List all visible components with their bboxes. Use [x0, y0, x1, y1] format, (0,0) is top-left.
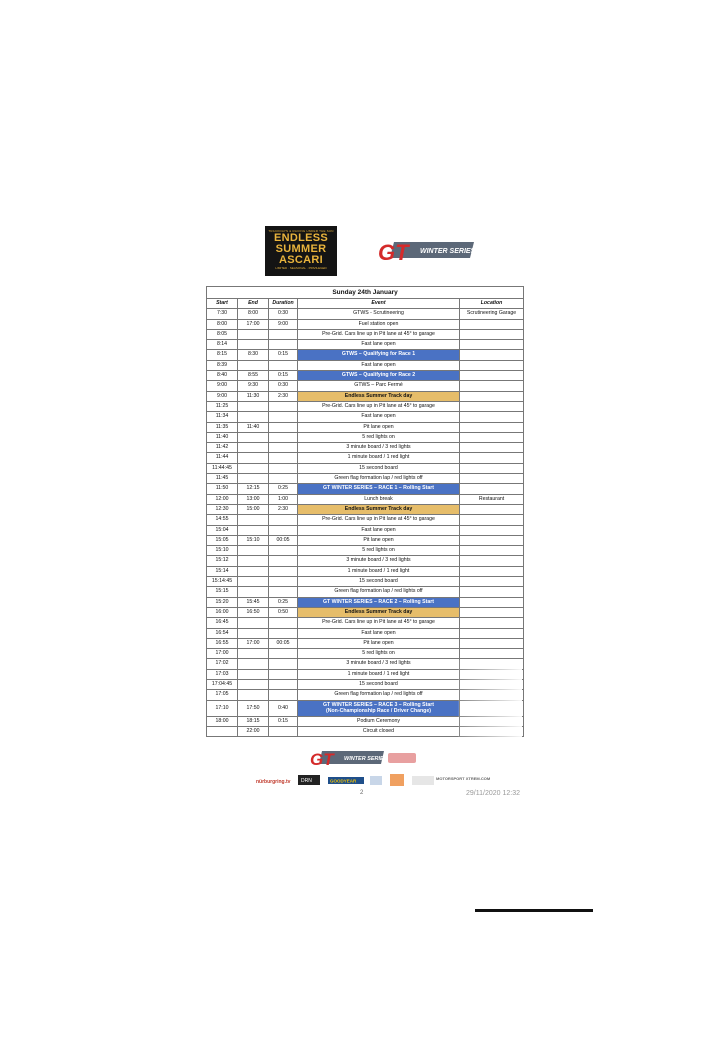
row-end [238, 556, 269, 566]
esa-tagline: TRACKDAYS & RACING UNDER THE SUN [268, 229, 334, 233]
table-row [207, 638, 524, 648]
row-duration: 9:00 [269, 319, 298, 329]
row-event: 3 minute board / 3 red lights [298, 659, 460, 669]
row-start: 8:14 [207, 340, 238, 350]
row-event: Fast lane open [298, 360, 460, 370]
sponsor-drn: DRN [301, 778, 312, 784]
row-event: Lunch break [298, 494, 460, 504]
row-location [460, 669, 524, 679]
row-duration [269, 679, 298, 689]
row-end: 15:10 [238, 535, 269, 545]
row-end [238, 546, 269, 556]
schedule-table [206, 286, 524, 737]
row-start: 15:04 [207, 525, 238, 535]
esa-sub: LIMITED · SEASONAL · PRIVILEGED [275, 266, 327, 270]
table-row [207, 504, 524, 514]
row-location [460, 453, 524, 463]
header-event: Event [298, 299, 460, 309]
table-row [207, 432, 524, 442]
gt-winter-series-logo [376, 238, 476, 264]
footer-gt-logo [310, 748, 420, 768]
table-row [207, 525, 524, 535]
row-location [460, 329, 524, 339]
table-row [207, 463, 524, 473]
row-end [238, 453, 269, 463]
row-location [460, 391, 524, 401]
row-duration [269, 546, 298, 556]
row-event: 5 red lights on [298, 649, 460, 659]
row-start: 15:12 [207, 556, 238, 566]
row-start: 11:44:45 [207, 463, 238, 473]
row-event: GT WINTER SERIES – RACE 3 – Rolling Start (Non-Championship Race / Driver Change) [298, 700, 460, 716]
row-duration [269, 432, 298, 442]
row-start [207, 726, 238, 736]
table-row [207, 350, 524, 360]
row-location [460, 638, 524, 648]
row-duration [269, 360, 298, 370]
row-duration: 0:30 [269, 381, 298, 391]
row-location [460, 504, 524, 514]
row-duration: 0:15 [269, 371, 298, 381]
table-row [207, 679, 524, 689]
footer-gt-text: GT [310, 750, 334, 769]
row-location [460, 463, 524, 473]
row-duration [269, 463, 298, 473]
row-location [460, 535, 524, 545]
row-duration [269, 515, 298, 525]
row-duration [269, 649, 298, 659]
row-location [460, 726, 524, 736]
row-event: Fast lane open [298, 412, 460, 422]
row-event: 5 red lights on [298, 432, 460, 442]
row-end [238, 360, 269, 370]
row-event: Circuit closed [298, 726, 460, 736]
row-duration: 0:15 [269, 350, 298, 360]
header-location: Location [460, 299, 524, 309]
table-row [207, 659, 524, 669]
row-end: 15:00 [238, 504, 269, 514]
row-event: 1 minute board / 1 red light [298, 566, 460, 576]
esa-line-3: ASCARI [279, 254, 323, 266]
row-duration: 0:30 [269, 309, 298, 319]
row-end [238, 340, 269, 350]
row-location [460, 690, 524, 700]
table-row [207, 453, 524, 463]
sponsor-strip [254, 772, 491, 788]
row-location [460, 401, 524, 411]
row-event: 3 minute board / 3 red lights [298, 443, 460, 453]
row-duration [269, 587, 298, 597]
row-end: 8:00 [238, 309, 269, 319]
row-duration [269, 556, 298, 566]
row-end [238, 649, 269, 659]
table-row [207, 587, 524, 597]
table-row [207, 546, 524, 556]
row-end [238, 690, 269, 700]
row-location [460, 412, 524, 422]
row-location [460, 422, 524, 432]
row-location [460, 679, 524, 689]
row-end [238, 587, 269, 597]
row-start: 11:44 [207, 453, 238, 463]
table-row [207, 329, 524, 339]
row-event: GTWS – Parc Fermé [298, 381, 460, 391]
table-row [207, 443, 524, 453]
row-start: 16:55 [207, 638, 238, 648]
table-row [207, 494, 524, 504]
row-end [238, 628, 269, 638]
row-event: Pre-Grid. Cars line up in Pit lane at 45° to garage [298, 515, 460, 525]
table-row [207, 401, 524, 411]
row-event: Pre-Grid. Cars line up in Pit lane at 45° to garage [298, 618, 460, 628]
header-start: Start [207, 299, 238, 309]
row-start: 11:34 [207, 412, 238, 422]
row-end: 22:00 [238, 726, 269, 736]
row-location [460, 556, 524, 566]
row-event: Pre-Grid. Cars line up in Pit lane at 45° to garage [298, 401, 460, 411]
row-start: 8:05 [207, 329, 238, 339]
row-start: 15:14 [207, 566, 238, 576]
row-duration [269, 690, 298, 700]
table-header-row [207, 299, 524, 309]
table-row [207, 371, 524, 381]
table-row [207, 360, 524, 370]
row-event: Endless Summer Track day [298, 504, 460, 514]
row-end: 18:15 [238, 716, 269, 726]
table-row [207, 309, 524, 319]
row-event: Fast lane open [298, 628, 460, 638]
header-end: End [238, 299, 269, 309]
row-start: 14:55 [207, 515, 238, 525]
row-duration [269, 618, 298, 628]
table-row [207, 391, 524, 401]
row-end: 12:15 [238, 484, 269, 494]
row-end: 11:40 [238, 422, 269, 432]
row-start: 12:00 [207, 494, 238, 504]
row-start: 8:40 [207, 371, 238, 381]
row-duration [269, 566, 298, 576]
row-location [460, 525, 524, 535]
row-location [460, 577, 524, 587]
row-event: Green flag formation lap / red lights off [298, 474, 460, 484]
row-event: Green flag formation lap / red lights off [298, 690, 460, 700]
row-event: 15 second board [298, 577, 460, 587]
sponsor-goodyear: GOODYEAR [330, 778, 357, 784]
row-duration [269, 659, 298, 669]
row-start: 17:05 [207, 690, 238, 700]
table-row [207, 716, 524, 726]
row-duration [269, 453, 298, 463]
row-duration: 00:05 [269, 638, 298, 648]
row-start: 11:50 [207, 484, 238, 494]
table-row [207, 628, 524, 638]
row-end [238, 515, 269, 525]
row-end [238, 525, 269, 535]
row-event: Pit lane open [298, 638, 460, 648]
print-datetime: 29/11/2020 12:32 [466, 790, 520, 797]
row-event: 3 minute board / 3 red lights [298, 556, 460, 566]
row-location [460, 360, 524, 370]
row-start: 15:20 [207, 597, 238, 607]
row-duration [269, 329, 298, 339]
row-event: Endless Summer Track day [298, 607, 460, 617]
row-start: 16:54 [207, 628, 238, 638]
gt-logo-series: WINTER SERIES [420, 248, 476, 255]
row-start: 15:10 [207, 546, 238, 556]
row-duration [269, 422, 298, 432]
row-duration: 0:15 [269, 716, 298, 726]
row-duration [269, 726, 298, 736]
table-row [207, 556, 524, 566]
row-event: 5 red lights on [298, 546, 460, 556]
row-start: 11:40 [207, 432, 238, 442]
row-start: 11:42 [207, 443, 238, 453]
row-start: 8:15 [207, 350, 238, 360]
row-event: GTWS – Qualifying for Race 1 [298, 350, 460, 360]
row-duration: 0:25 [269, 597, 298, 607]
row-end [238, 669, 269, 679]
table-row [207, 607, 524, 617]
table-row [207, 535, 524, 545]
row-location [460, 628, 524, 638]
table-row [207, 669, 524, 679]
row-end [238, 659, 269, 669]
row-start: 12:30 [207, 504, 238, 514]
sponsor-nurburgring: nürburgring.tv [256, 779, 291, 785]
row-location [460, 649, 524, 659]
row-end [238, 443, 269, 453]
row-start: 11:35 [207, 422, 238, 432]
row-event: GTWS - Scrutineering [298, 309, 460, 319]
row-duration [269, 474, 298, 484]
row-end: 8:55 [238, 371, 269, 381]
table-row [207, 700, 524, 716]
row-duration [269, 340, 298, 350]
gt-logo-text: GT [378, 240, 409, 265]
row-duration [269, 443, 298, 453]
row-location [460, 546, 524, 556]
row-end [238, 679, 269, 689]
page-number: 2 [360, 790, 364, 796]
table-row [207, 319, 524, 329]
day-heading: Sunday 24th January [207, 287, 524, 299]
row-location [460, 474, 524, 484]
row-duration: 2:30 [269, 504, 298, 514]
row-duration [269, 401, 298, 411]
table-row [207, 412, 524, 422]
row-location [460, 566, 524, 576]
row-location [460, 716, 524, 726]
row-duration: 0:25 [269, 484, 298, 494]
table-row [207, 618, 524, 628]
row-end: 13:00 [238, 494, 269, 504]
row-end [238, 618, 269, 628]
row-start: 17:03 [207, 669, 238, 679]
row-start: 8:39 [207, 360, 238, 370]
footer-series-text: WINTER SERIES [344, 756, 388, 762]
row-event: GT WINTER SERIES – RACE 2 – Rolling Start [298, 597, 460, 607]
table-row [207, 566, 524, 576]
row-end [238, 329, 269, 339]
header-duration: Duration [269, 299, 298, 309]
row-end: 11:30 [238, 391, 269, 401]
row-start: 17:04:45 [207, 679, 238, 689]
table-row [207, 484, 524, 494]
row-location: Restaurant [460, 494, 524, 504]
row-location [460, 340, 524, 350]
row-duration: 0:40 [269, 700, 298, 716]
row-event: 15 second board [298, 463, 460, 473]
row-location [460, 659, 524, 669]
row-start: 8:00 [207, 319, 238, 329]
row-location [460, 350, 524, 360]
row-start: 11:45 [207, 474, 238, 484]
row-location [460, 319, 524, 329]
bottom-rule [475, 909, 593, 912]
row-end [238, 474, 269, 484]
table-row [207, 649, 524, 659]
row-duration: 2:30 [269, 391, 298, 401]
row-start: 11:25 [207, 401, 238, 411]
row-duration [269, 577, 298, 587]
row-start: 17:00 [207, 649, 238, 659]
esa-line-1: ENDLESS [273, 232, 329, 244]
row-start: 17:10 [207, 700, 238, 716]
row-event: GTWS – Qualifying for Race 2 [298, 371, 460, 381]
table-row [207, 381, 524, 391]
row-end: 16:50 [238, 607, 269, 617]
row-location [460, 597, 524, 607]
row-start: 15:15 [207, 587, 238, 597]
esa-line-2: SUMMER [275, 243, 327, 255]
row-location: Scrutineering Garage [460, 309, 524, 319]
row-duration: 1:00 [269, 494, 298, 504]
row-location [460, 371, 524, 381]
table-row [207, 577, 524, 587]
row-duration [269, 628, 298, 638]
row-end [238, 432, 269, 442]
row-end [238, 401, 269, 411]
row-duration: 0:50 [269, 607, 298, 617]
row-end [238, 463, 269, 473]
row-event: Endless Summer Track day [298, 391, 460, 401]
row-location [460, 515, 524, 525]
table-row [207, 422, 524, 432]
row-end [238, 566, 269, 576]
row-start: 18:00 [207, 716, 238, 726]
row-start: 16:00 [207, 607, 238, 617]
row-start: 15:05 [207, 535, 238, 545]
table-row [207, 597, 524, 607]
row-event: 15 second board [298, 679, 460, 689]
row-duration [269, 412, 298, 422]
row-end [238, 577, 269, 587]
row-event: GT WINTER SERIES – RACE 1 – Rolling Start [298, 484, 460, 494]
row-start: 9:00 [207, 391, 238, 401]
row-location [460, 381, 524, 391]
row-location [460, 607, 524, 617]
row-end: 17:00 [238, 638, 269, 648]
row-location [460, 618, 524, 628]
row-end: 17:00 [238, 319, 269, 329]
table-row [207, 515, 524, 525]
sponsor-motorsport: MOTORSPORT XTREM.COM [436, 776, 491, 781]
row-start: 9:00 [207, 381, 238, 391]
row-start: 15:14:45 [207, 577, 238, 587]
row-location [460, 700, 524, 716]
endless-summer-ascari-logo [265, 226, 337, 276]
row-event: Pre-Grid. Cars line up in Pit lane at 45° to garage [298, 329, 460, 339]
table-row [207, 340, 524, 350]
row-event: Pit lane open [298, 535, 460, 545]
row-end: 15:45 [238, 597, 269, 607]
row-location [460, 443, 524, 453]
row-duration [269, 525, 298, 535]
table-row [207, 690, 524, 700]
row-event: Fuel station open [298, 319, 460, 329]
table-row [207, 474, 524, 484]
row-location [460, 484, 524, 494]
row-event: Fast lane open [298, 525, 460, 535]
table-row [207, 726, 524, 736]
row-event: Green flag formation lap / red lights off [298, 587, 460, 597]
row-end: 17:50 [238, 700, 269, 716]
row-start: 16:45 [207, 618, 238, 628]
row-location [460, 587, 524, 597]
row-location [460, 432, 524, 442]
row-event: Pit lane open [298, 422, 460, 432]
row-event: Podium Ceremony [298, 716, 460, 726]
schedule-body [207, 309, 524, 737]
row-end: 8:30 [238, 350, 269, 360]
row-duration: 00:05 [269, 535, 298, 545]
row-event: Fast lane open [298, 340, 460, 350]
row-start: 17:02 [207, 659, 238, 669]
row-event: 1 minute board / 1 red light [298, 453, 460, 463]
row-start: 7:30 [207, 309, 238, 319]
row-duration [269, 669, 298, 679]
row-event: 1 minute board / 1 red light [298, 669, 460, 679]
row-end: 9:30 [238, 381, 269, 391]
row-end [238, 412, 269, 422]
